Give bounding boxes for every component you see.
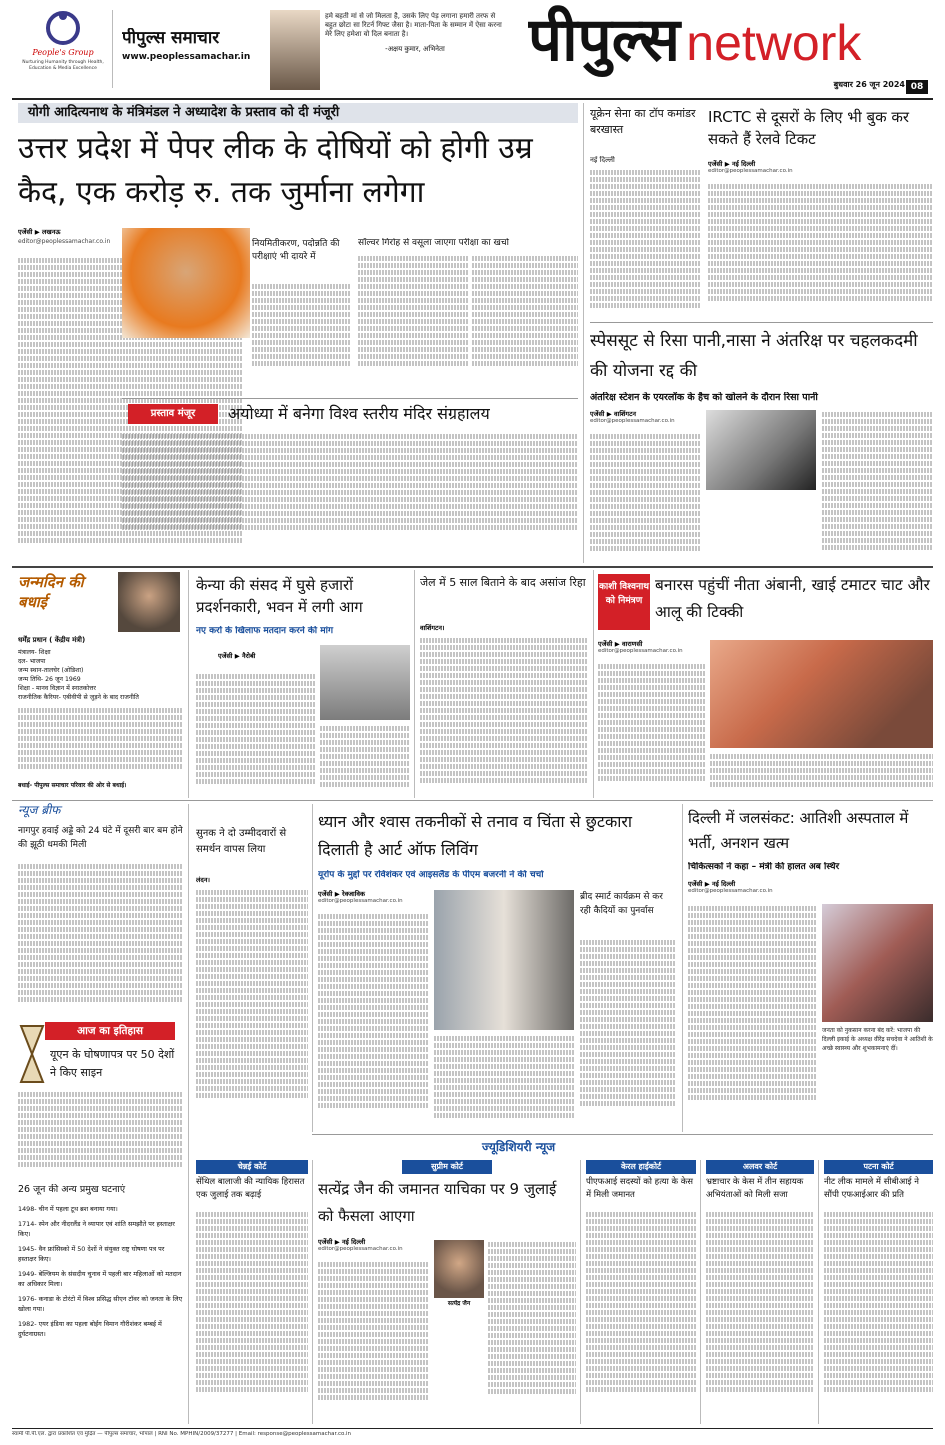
birthday-detail: मंत्रालय- शिक्षा xyxy=(18,649,51,656)
birthday-detail: जन्म स्थान-तालचेर (ओडिशा) xyxy=(18,667,84,674)
kenya-byline: एजेंसी ▶ नैरोबी xyxy=(218,652,256,660)
kenya-photo xyxy=(320,645,410,720)
paper-title-hindi: पीपुल्स xyxy=(528,5,681,75)
assange-body xyxy=(420,636,588,796)
supreme-email: editor@peoplessamachar.co.in xyxy=(318,1246,403,1253)
aol-photo xyxy=(434,890,574,1030)
nasa-sub: अंतरिक्ष स्टेशन के एयरलॉक के हैच को खोलने के दौरान रिसा पानी xyxy=(590,392,818,403)
lead-side-head: नियमितीकरण, पदोन्नति की परीक्षाएं भी दायरे में xyxy=(252,239,340,262)
issue-date: बुधवार 26 जून 2024 xyxy=(833,80,905,89)
delhi-caption: जनता को नुकसान करना बंद करें: भाजपा की दिल्ली इकाई के अध्यक्ष वीरेंद्र सचदेवा ने आतिशी के अच्छे स्वास्थ्य और शुभकामनाएं दीं। xyxy=(822,1027,933,1052)
lead-subhead: सॉल्वर गिरोह से वसूला जाएगा परीक्षा का खर्चा xyxy=(358,238,509,248)
irctc-headline: IRCTC से दूसरों के लिए भी बुक कर सकते हैं रेलवे टिकट xyxy=(708,108,910,148)
website-link[interactable]: www.peoplessamachar.in xyxy=(122,52,251,63)
ukraine-body xyxy=(590,168,700,318)
lead-body-col3 xyxy=(472,254,578,394)
aol-sub: यूरोप के मुद्दों पर रविशंकर एवं आइसलैंड के पीएम बजरनी ने की चर्चा xyxy=(318,870,544,880)
nasa-email: editor@peoplessamachar.co.in xyxy=(590,418,675,425)
court-tag-chennai: चेन्नई कोर्ट xyxy=(196,1160,308,1174)
footer-imprint: स्वामी पी.पी.एल. द्वारा प्रकाशित एवं मुद्रित — पीपुल्स समाचार, भोपाल | RNI No. MPHIN/2009/37277 | Email: response@peoplessamachar.co.in xyxy=(12,1431,352,1437)
kashi-byline-text: एजेंसी ▶ वाराणसी xyxy=(598,640,643,648)
paper-title-network: network xyxy=(686,15,862,71)
birthday-details xyxy=(18,648,183,702)
sunak-headline: सुनक ने दो उम्मीदवारों से समर्थन वापस लिया xyxy=(196,828,287,855)
quote-text: हमे बहती मां से जो मिलता है, उसके लिए पेड़ लगाना हमारी तरफ से बहुत छोटा सा रिटर्न गिफ्ट जैसा है। माता-पिता के सम्मान में ऐसा करना मेरे लिए हमेशा वो दिल बनाता है। xyxy=(325,12,502,39)
birthday-footer: बधाई- पीपुल्स समाचार परिवार की ओर से बधाई। xyxy=(18,782,127,789)
aol-headline: ध्यान और श्वास तकनीकों से तनाव व चिंता से छुटकारा दिलाती है आर्ट ऑफ लिविंग xyxy=(318,812,633,859)
kenya-body-2 xyxy=(320,724,410,794)
ayodhya-tag: प्रस्ताव मंजूर xyxy=(128,404,218,424)
assange-byline: वाशिंगटन। xyxy=(420,624,445,632)
kashi-tag: काशी विश्वनाथ को निमंत्रण xyxy=(598,574,650,630)
aol-body-mid xyxy=(434,1034,574,1126)
assange-headline: जेल में 5 साल बिताने के बाद असांज रिहा xyxy=(420,576,586,589)
irctc-email: editor@peoplessamachar.co.in xyxy=(708,168,793,175)
group-name: People's Group xyxy=(32,48,94,57)
chennai-headline: सेंथिल बालाजी की न्यायिक हिरासत एक जुलाई तक बढ़ाई xyxy=(196,1177,305,1200)
news-brief-body xyxy=(18,862,183,1012)
history-event: 1976- कनाडा के टोरंटो में विश्व प्रसिद्ध सीएन टॉवर को जनता के लिए खोला गया। xyxy=(18,1295,183,1313)
supreme-headline: सत्येंद्र जैन की जमानत याचिका पर 9 जुलाई को फैसला आएगा xyxy=(318,1180,557,1225)
history-event: 1714- स्पेन और नीदरलैंड ने व्यापार एवं शांति समझौते पर हस्ताक्षर किए। xyxy=(18,1220,175,1238)
irctc-byline xyxy=(708,160,816,180)
history-event: 1949- बेल्जियम के संसदीय चुनाव में पहली बार महिलाओं को मतदान का अधिकार मिला। xyxy=(18,1270,182,1288)
jain-photo xyxy=(434,1240,484,1298)
ukraine-byline: नई दिल्ली xyxy=(590,156,615,164)
lead-kicker xyxy=(18,103,578,123)
history-event: 1982- एयर इंडिया का पहला बोईंग विमान गौरीशंकर बम्बई में दुर्घटनाग्रस्त। xyxy=(18,1320,162,1338)
alwar-headline: भ्रष्टाचार के केस में तीन सहायक अभियंताओं को मिली सजा xyxy=(706,1177,804,1200)
history-events xyxy=(18,1204,183,1422)
lead-headline: उत्तर प्रदेश में पेपर लीक के दोषियों को होगी उम्र कैद, एक करोड़ रु. तक जुर्माना लगेगा xyxy=(18,131,533,210)
irctc-body xyxy=(708,182,933,318)
nita-photo xyxy=(710,640,933,748)
kashi-byline xyxy=(598,640,718,660)
aol-byline xyxy=(318,890,428,910)
judiciary-band-title: ज्यूडिशियरी न्यूज xyxy=(482,1140,556,1154)
kashi-email: editor@peoplessamachar.co.in xyxy=(598,648,683,655)
court-tag-alwar: अलवर कोर्ट xyxy=(706,1160,814,1174)
birthday-person: धर्मेंद्र प्रधान ( केंद्रीय मंत्री) xyxy=(18,636,86,644)
nasa-headline: स्पेससूट से रिसा पानी,नासा ने अंतरिक्ष पर चहलकदमी की योजना रद्द की xyxy=(590,331,918,381)
aol-email: editor@peoplessamachar.co.in xyxy=(318,898,403,905)
sunak-body xyxy=(196,888,308,1118)
alwar-body xyxy=(706,1210,814,1424)
atishi-photo xyxy=(822,904,933,1022)
lead-email: editor@peoplessamachar.co.in xyxy=(18,238,111,246)
delhi-email: editor@peoplessamachar.co.in xyxy=(688,888,773,895)
birthday-detail: शिक्षा - मानव विज्ञान में स्नातकोत्तर xyxy=(18,685,96,692)
lead-body-col2 xyxy=(358,254,468,394)
lead-kicker-text: योगी आदित्यनाथ के मंत्रिमंडल ने अध्यादेश के प्रस्ताव को दी मंजूरी xyxy=(28,105,340,120)
patna-body xyxy=(824,1210,933,1424)
history-events-title: 26 जून की अन्य प्रमुख घटनाएं xyxy=(18,1184,126,1195)
nasa-byline-text: एजेंसी ▶ वाशिंगटन xyxy=(590,410,636,418)
lead-side-body xyxy=(252,282,350,372)
hourglass-icon xyxy=(18,1024,46,1084)
court-tag-supreme: सुप्रीम कोर्ट xyxy=(402,1160,492,1174)
judiciary-band xyxy=(312,1138,933,1156)
paper-title xyxy=(528,0,938,80)
paper-logo-small xyxy=(122,28,272,78)
yogi-photo xyxy=(122,228,250,338)
court-tag-patna: पटना कोर्ट xyxy=(824,1160,933,1174)
court-tag-kerala: केरल हाईकोर्ट xyxy=(586,1160,696,1174)
kerala-headline: पीएफआई सदस्यों को हत्या के केस में मिली जमानत xyxy=(586,1177,693,1200)
nasa-photo xyxy=(706,410,816,490)
delhi-byline xyxy=(688,880,933,900)
group-logo-icon xyxy=(43,8,83,48)
kenya-sub: नए करों के खिलाफ मतदान करने की मांग xyxy=(196,626,334,636)
supreme-body-left xyxy=(318,1260,428,1424)
delhi-sub: चिकित्सकों ने कहा – मंत्री की हालत अब स्थिर xyxy=(688,862,840,872)
delhi-byline-text: एजेंसी ▶ नई दिल्ली xyxy=(688,880,736,888)
ayodhya-headline: अयोध्या में बनेगा विश्व स्तरीय मंदिर संग्रहालय xyxy=(228,404,490,423)
paper-name-small: पीपुल्स समाचार xyxy=(122,28,220,48)
nasa-body-right xyxy=(822,410,933,560)
history-event: 1498- चीन में पहला टूथ ब्रश बनाया गया। xyxy=(18,1205,118,1213)
supreme-body-right xyxy=(488,1240,576,1424)
kenya-headline: केन्या की संसद में घुसे हजारों प्रदर्शनकारी, भवन में लगी आग xyxy=(196,576,363,616)
lead-byline-text: एजेंसी ▶ लखनऊ xyxy=(18,228,61,236)
birthday-box xyxy=(18,572,183,797)
news-brief-title: न्यूज ब्रीफ xyxy=(18,803,61,817)
quote-author: -अक्षय कुमार, अभिनेता xyxy=(385,45,445,54)
kashi-body-right xyxy=(710,752,933,796)
news-brief-headline: नागपुर हवाई अड्डे को 24 घंटे में दूसरी बार बम होने की झूठी धमकी मिली xyxy=(18,826,183,850)
aol-body-left xyxy=(318,912,428,1127)
akshay-photo xyxy=(270,10,320,90)
celebrity-quote xyxy=(325,12,505,92)
irctc-byline-text: एजेंसी ▶ नई दिल्ली xyxy=(708,160,756,168)
delhi-headline: दिल्ली में जलसंकट: आतिशी अस्पताल में भर्ती, अनशन खत्म xyxy=(688,809,909,852)
ukraine-headline: यूक्रेन सेना का टॉप कमांडर बरखास्त xyxy=(590,107,696,136)
birthday-detail: जन्म तिथि- 26 जून 1969 xyxy=(18,676,81,683)
history-headline: यूएन के घोषणापत्र पर 50 देशों ने किए साइन xyxy=(50,1048,175,1079)
group-logo xyxy=(18,8,108,88)
history-body xyxy=(18,1090,183,1180)
pradhan-photo xyxy=(118,572,180,632)
patna-headline: नीट लीक मामले में सीबीआई ने सौंपी एफआईआर की प्रति xyxy=(824,1177,919,1200)
birthday-detail: राजनीतिक कैरियर- एबीवीपी से जुड़ने के बाद राजनीति xyxy=(18,694,139,701)
ayodhya-body xyxy=(122,432,578,560)
jain-caption: सत्येंद्र जैन xyxy=(447,1300,471,1307)
birthday-detail: दल- भाजपा xyxy=(18,658,46,665)
group-tagline: Nurturing Humanity through Health, Education & Media Excellence xyxy=(22,60,104,71)
history-title: आज का इतिहास xyxy=(45,1022,175,1040)
kerala-body xyxy=(586,1210,696,1424)
delhi-body xyxy=(688,904,816,1126)
masthead xyxy=(0,0,945,98)
page-number: 08 xyxy=(906,80,928,94)
aol-byline-text: एजेंसी ▶ रेक्जाविक xyxy=(318,890,366,898)
aol-body-right xyxy=(580,938,676,1126)
birthday-title: जन्मदिन की बधाई xyxy=(18,573,84,611)
nasa-body-left xyxy=(590,432,700,560)
aol-side-head: ब्रीद स्मार्ट कार्यक्रम से कर रही कैदियों का पुनर्वास xyxy=(580,892,663,916)
supreme-byline-text: एजेंसी ▶ नई दिल्ली xyxy=(318,1238,366,1246)
history-event: 1945- वैन फ्रांसिस्को में 50 देशों ने संयुक्त राष्ट्र घोषणा पत्र पर हस्ताक्षर किए। xyxy=(18,1245,165,1263)
sunak-byline: लंदन। xyxy=(196,876,210,884)
chennai-body xyxy=(196,1210,308,1424)
kashi-headline: बनारस पहुंचीं नीता अंबानी, खाई टमाटर चाट और आलू की टिक्की xyxy=(655,576,930,621)
birthday-body xyxy=(18,706,183,778)
kashi-body-left xyxy=(598,662,706,796)
kenya-body xyxy=(196,672,316,794)
